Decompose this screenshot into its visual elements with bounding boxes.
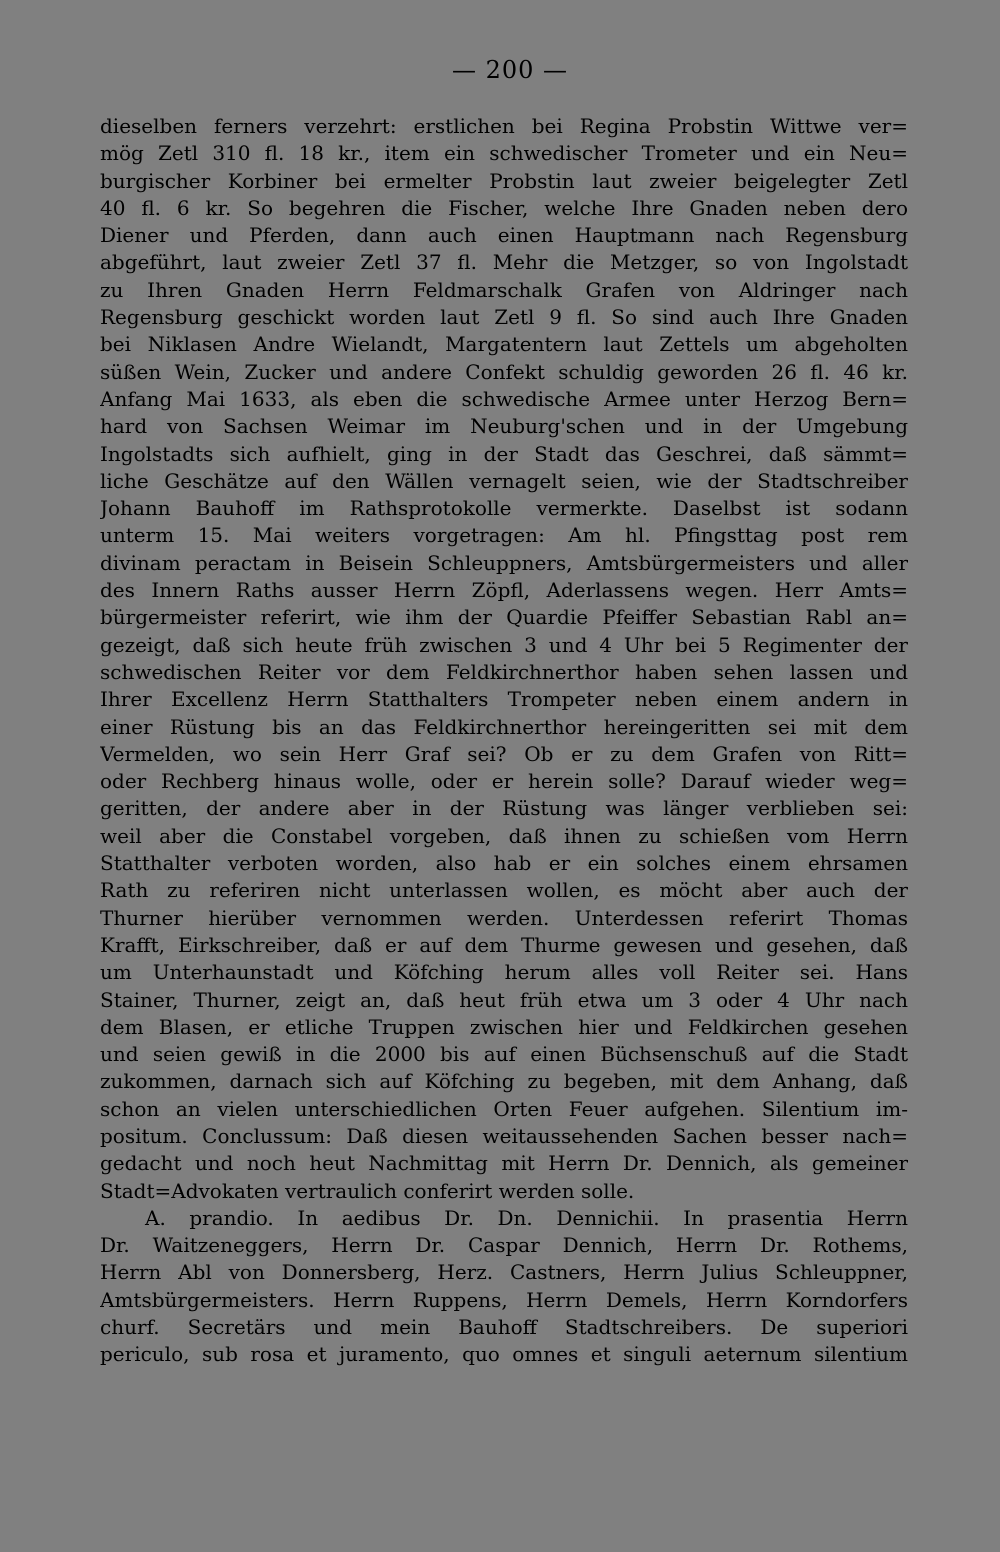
text-line: oder Rechberg hinaus wolle, oder er herein solle? Darauf wieder weg=	[100, 769, 908, 794]
text-line: Amtsbürgermeisters. Herrn Ruppens, Herrn Demels, Herrn Korndorfers	[100, 1287, 908, 1312]
text-line: dem Blasen, er etliche Truppen zwischen hier und Feldkirchen gesehen	[100, 1014, 908, 1039]
text-line: abgeführt, laut zweier Zetl 37 fl. Mehr die Metzger, so von Ingolstadt	[100, 250, 908, 275]
text-line: Rath zu referiren nicht unterlassen wollen, es möcht aber auch der	[100, 878, 908, 903]
text-line: divinam peractam in Beisein Schleuppners, Amtsbürgermeisters und aller	[100, 550, 908, 575]
text-line: Stainer, Thurner, zeigt an, daß heut früh etwa um 3 oder 4 Uhr nach	[100, 987, 908, 1012]
text-line: schwedischen Reiter vor dem Feldkirchnerthor haben sehen lassen und	[100, 659, 908, 684]
text-line: Johann Bauhoff im Rathsprotokolle vermerkte. Daselbst ist sodann	[100, 496, 908, 521]
text-line: Anfang Mai 1633, als eben die schwedische Armee unter Herzog Bern=	[100, 386, 908, 411]
text-line: um Unterhaunstadt und Köfching herum alles voll Reiter sei. Hans	[100, 960, 908, 985]
text-line: einer Rüstung bis an das Feldkirchnerthor hereingeritten sei mit dem	[100, 714, 908, 739]
text-line: geritten, der andere aber in der Rüstung was länger verblieben sei:	[100, 796, 908, 821]
text-line: Diener und Pferden, dann auch einen Hauptmann nach Regensburg	[100, 223, 908, 248]
text-line: positum. Conclussum: Daß diesen weitaussehenden Sachen besser nach=	[100, 1123, 908, 1148]
text-line: Statthalter verboten worden, also hab er ein solches einem ehrsamen	[100, 851, 908, 876]
text-line: zukommen, darnach sich auf Köfching zu begeben, mit dem Anhang, daß	[100, 1069, 908, 1094]
text-line: bürgermeister referirt, wie ihm der Quardie Pfeiffer Sebastian Rabl an=	[100, 605, 908, 630]
text-line: churf. Secretärs und mein Bauhoff Stadtschreibers. De superiori	[100, 1315, 908, 1340]
text-line: süßen Wein, Zucker und andere Confekt schuldig geworden 26 fl. 46 kr.	[100, 359, 908, 384]
text-line: Ingolstadts sich aufhielt, ging in der Stadt das Geschrei, daß sämmt=	[100, 441, 908, 466]
text-line: Ihrer Excellenz Herrn Statthalters Trompeter neben einem andern in	[100, 687, 908, 712]
text-line: Thurner hierüber vernommen werden. Unterdessen referirt Thomas	[100, 905, 908, 930]
text-line: Dr. Waitzeneggers, Herrn Dr. Caspar Dennich, Herrn Dr. Rothems,	[100, 1233, 908, 1258]
text-line: Regensburg geschickt worden laut Zetl 9 fl. So sind auch Ihre Gnaden	[100, 305, 908, 330]
text-line: unterm 15. Mai weiters vorgetragen: Am hl. Pfingsttag post rem	[100, 523, 908, 548]
text-line: gedacht und noch heut Nachmittag mit Herrn Dr. Dennich, als gemeiner	[100, 1151, 908, 1176]
text-line: burgischer Korbiner bei ermelter Probstin laut zweier beigelegter Zetl	[100, 168, 908, 193]
text-line: liche Geschätze auf den Wällen vernagelt seien, wie der Stadtschreiber	[100, 468, 908, 493]
body-text	[100, 113, 908, 1369]
text-line: mög Zetl 310 fl. 18 kr., item ein schwedischer Trometer und ein Neu=	[100, 141, 908, 166]
text-line: 40 fl. 6 kr. So begehren die Fischer, welche Ihre Gnaden neben dero	[100, 195, 908, 220]
text-line: dieselben ferners verzehrt: erstlichen bei Regina Probstin Wittwe ver=	[100, 114, 908, 138]
text-line: Stadt=Advokaten vertraulich conferirt werden solle.	[100, 1178, 635, 1203]
text-line: A. prandio. In aedibus Dr. Dn. Dennichii. In prasentia Herrn	[145, 1205, 908, 1230]
text-line: Krafft, Eirkschreiber, daß er auf dem Thurme gewesen und gesehen, daß	[100, 932, 908, 957]
text-line: gezeigt, daß sich heute früh zwischen 3 und 4 Uhr bei 5 Regimenter der	[100, 632, 908, 657]
text-line: Herrn Abl von Donnersberg, Herz. Castners, Herrn Julius Schleuppner,	[100, 1260, 908, 1285]
text-line: schon an vielen unterschiedlichen Orten Feuer aufgehen. Silentium im-	[100, 1096, 908, 1121]
text-line: des Innern Raths ausser Herrn Zöpfl, Aderlassens wegen. Herr Amts=	[100, 578, 908, 603]
text-line: bei Niklasen Andre Wielandt, Margatentern laut Zettels um abgeholten	[100, 332, 908, 357]
text-line: zu Ihren Gnaden Herrn Feldmarschalk Grafen von Aldringer nach	[100, 277, 908, 302]
text-line: hard von Sachsen Weimar im Neuburg'schen und in der Umgebung	[100, 414, 908, 439]
page-number: — 200 —	[451, 56, 569, 84]
text-line: periculo, sub rosa et juramento, quo omnes et singuli aeternum silentium	[100, 1342, 908, 1367]
text-line: weil aber die Constabel vorgeben, daß ihnen zu schießen vom Herrn	[100, 823, 908, 848]
text-line: Vermelden, wo sein Herr Graf sei? Ob er zu dem Grafen von Ritt=	[100, 741, 908, 766]
text-line: und seien gewiß in die 2000 bis auf einen Büchsenschuß auf die Stadt	[100, 1042, 908, 1067]
